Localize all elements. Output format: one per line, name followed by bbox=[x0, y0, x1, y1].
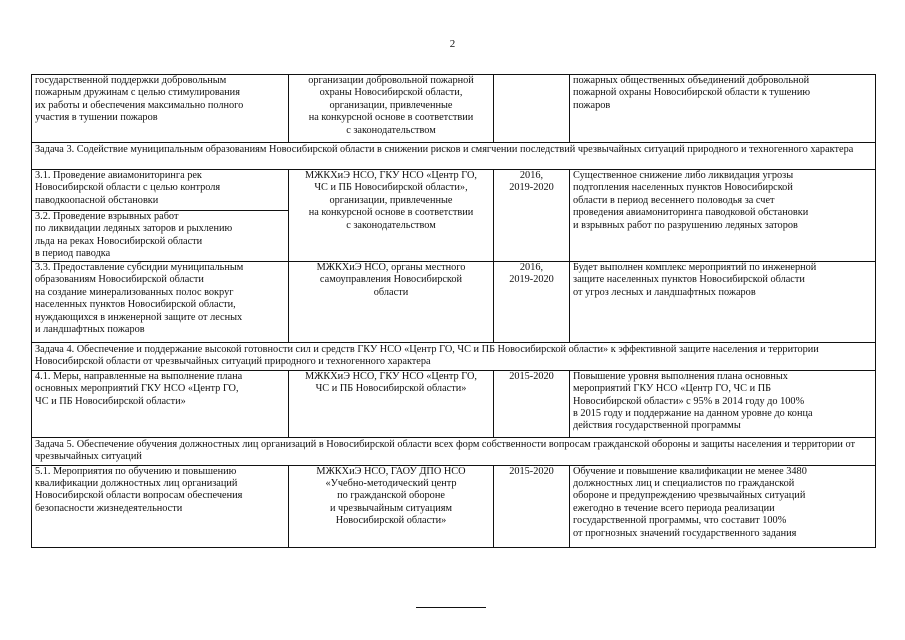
executor-cell: МЖКХиЭ НСО, органы местного самоуправления Новосибирской области bbox=[289, 262, 494, 343]
table-row bbox=[32, 75, 876, 143]
result-cell: пожарных общественных объединений добровольной пожарной охраны Новосибирской области к тушению пожаров bbox=[570, 75, 876, 143]
period-cell: 2016, 2019-2020 bbox=[494, 262, 570, 343]
table-row bbox=[32, 170, 876, 211]
executor-cell: организации добровольной пожарной охраны Новосибирской области, организации, привлеченные на конкурсной основе в соответствии с законодательством bbox=[289, 75, 494, 143]
table-row bbox=[32, 262, 876, 343]
activity-cell: 3.3. Предоставление субсидии муниципальным образованиям Новосибирской области на создание минерализованных полос вокруг населенных пунктов Новосибирской области, нуждающихся в инженерной защите от лесных и ландшафтных пожаров bbox=[32, 262, 289, 343]
page-number: 2 bbox=[449, 38, 456, 50]
task-3-heading: Задача 3. Содействие муниципальным образованиям Новосибирской области в снижении рисков и смягчении последствий чрезвычайных ситуаций природного и техногенного характера bbox=[32, 143, 876, 170]
task-5-heading: Задача 5. Обеспечение обучения должностных лиц организаций в Новосибирской области всех форм собственности вопросам гражданской обороны и защиты населения и территории от чрезвычайных ситуаций bbox=[32, 437, 876, 465]
period-cell bbox=[494, 75, 570, 143]
executor-cell: МЖКХиЭ НСО, ГКУ НСО «Центр ГО, ЧС и ПБ Новосибирской области», организации, привлеченные на конкурсной основе в соответствии с законодательством bbox=[289, 170, 494, 262]
result-cell: Обучение и повышение квалификации не менее 3480 должностных лиц и специалистов по гражданской обороне и предупреждению чрезвычайных ситуаций ежегодно в течение всего периода реализации государственной программы, что составит 100% от прогнозных значений государственного задания bbox=[570, 465, 876, 547]
activity-cell: государственной поддержки добровольным пожарным дружинам с целью стимулирования их работы и обеспечения максимально полного участия в тушении пожаров bbox=[32, 75, 289, 143]
task-row bbox=[32, 437, 876, 465]
result-cell: Повышение уровня выполнения плана основных мероприятий ГКУ НСО «Центр ГО, ЧС и ПБ Новосибирской области» с 95% в 2014 году до 100% в 2015 году и поддержание на данном уровне до конца действия государственной программы bbox=[570, 370, 876, 437]
task-row bbox=[32, 343, 876, 371]
task-row bbox=[32, 143, 876, 170]
table-row bbox=[32, 370, 876, 437]
result-cell: Будет выполнен комплекс мероприятий по инженерной защите населенных пунктов Новосибирской области от угроз лесных и ландшафтных пожаров bbox=[570, 262, 876, 343]
activity-cell: 4.1. Меры, направленные на выполнение плана основных мероприятий ГКУ НСО «Центр ГО, ЧС и ПБ Новосибирской области» bbox=[32, 370, 289, 437]
result-cell: Существенное снижение либо ликвидация угрозы подтопления населенных пунктов Новосибирской области в период весеннего половодья за счет проведения авиамониторинга паводковой обстановки и взрывных работ по разрушению ледяных заторов bbox=[570, 170, 876, 262]
activity-cell: 5.1. Мероприятия по обучению и повышению квалификации должностных лиц организаций Новосибирской области вопросам обеспечения безопасности жизнедеятельности bbox=[32, 465, 289, 547]
end-of-document-rule bbox=[416, 607, 486, 608]
period-cell: 2016, 2019-2020 bbox=[494, 170, 570, 262]
activity-cell: 3.1. Проведение авиамониторинга рек Новосибирской области с целью контроля паводкоопасной обстановки bbox=[32, 170, 289, 211]
task-4-heading: Задача 4. Обеспечение и поддержание высокой готовности сил и средств ГКУ НСО «Центр ГО, ЧС и ПБ Новосибирской области» к эффективной защите населения и территории Новосибирской области от чрезвычайных ситуаций природного и техногенного характера bbox=[32, 343, 876, 371]
executor-cell: МЖКХиЭ НСО, ГАОУ ДПО НСО «Учебно-методический центр по гражданской обороне и чрезвычайным ситуациям Новосибирской области» bbox=[289, 465, 494, 547]
period-cell: 2015-2020 bbox=[494, 465, 570, 547]
table-row bbox=[32, 465, 876, 547]
executor-cell: МЖКХиЭ НСО, ГКУ НСО «Центр ГО, ЧС и ПБ Новосибирской области» bbox=[289, 370, 494, 437]
activities-table bbox=[31, 74, 876, 548]
period-cell: 2015-2020 bbox=[494, 370, 570, 437]
activity-cell: 3.2. Проведение взрывных работ по ликвидации ледяных заторов и рыхлению льда на реках Новосибирской области в период паводка bbox=[32, 211, 289, 262]
